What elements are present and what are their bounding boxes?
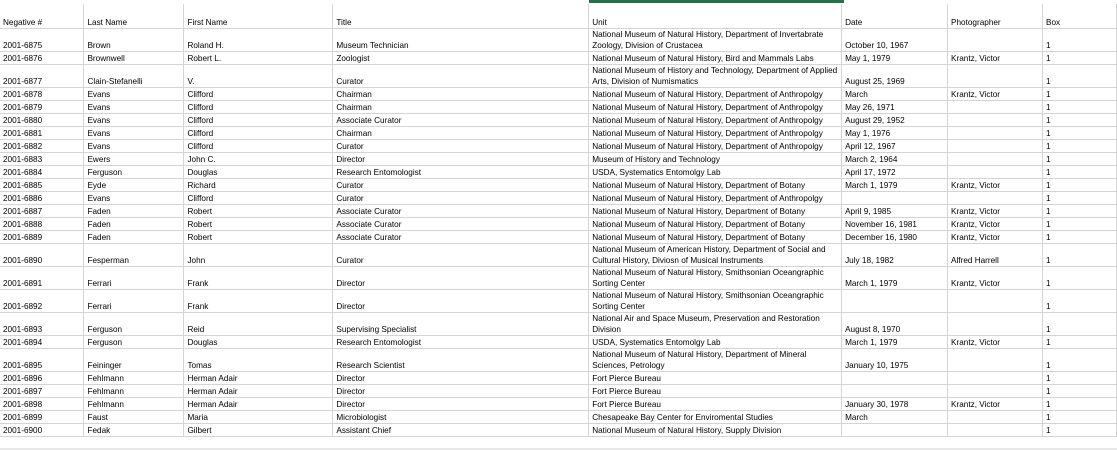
table-row	[0, 52, 1117, 65]
negative-cell[interactable]: 2001-6889	[0, 231, 84, 244]
unit-cell[interactable]: Fort Pierce Bureau	[589, 385, 842, 398]
negative-cell[interactable]: 2001-6884	[0, 166, 84, 179]
box-cell[interactable]: 1	[1043, 267, 1117, 290]
unit-cell[interactable]: National Museum of Natural History, Department of Botany	[589, 205, 842, 218]
table-row	[0, 290, 1117, 313]
photographer-cell[interactable]	[948, 192, 1043, 205]
negative-cell[interactable]: 2001-6888	[0, 218, 84, 231]
date-cell[interactable]	[842, 424, 948, 437]
box-cell[interactable]: 1	[1043, 244, 1117, 267]
date-cell[interactable]: October 10, 1967	[842, 29, 948, 52]
date-cell[interactable]: August 8, 1970	[842, 313, 948, 336]
box-cell[interactable]: 1	[1043, 218, 1117, 231]
last-name-cell[interactable]: Fesperman	[84, 244, 184, 267]
unit-cell[interactable]: National Museum of Natural History, Department of Botany	[589, 179, 842, 192]
first-name-cell[interactable]: V.	[184, 65, 333, 88]
title-cell[interactable]: Associate Curator	[333, 114, 589, 127]
date-cell[interactable]: November 16, 1981	[842, 218, 948, 231]
table-row	[0, 336, 1117, 349]
photographer-cell[interactable]: Krantz, Victor	[948, 231, 1043, 244]
table-row	[0, 114, 1117, 127]
date-cell[interactable]: March 2, 1964	[842, 153, 948, 166]
box-cell[interactable]: 1	[1043, 140, 1117, 153]
table-row	[0, 29, 1117, 52]
date-cell[interactable]: March	[842, 411, 948, 424]
unit-cell[interactable]: National Museum of Natural History, Supply Division	[589, 424, 842, 437]
unit-cell[interactable]: National Museum of Natural History, Department of Anthropolgy	[589, 192, 842, 205]
box-cell[interactable]: 1	[1043, 231, 1117, 244]
negative-cell[interactable]: 2001-6883	[0, 153, 84, 166]
title-cell[interactable]: Curator	[333, 244, 589, 267]
first-name-cell[interactable]: Robert	[184, 205, 333, 218]
unit-cell[interactable]: USDA, Systematics Entomolgy Lab	[589, 336, 842, 349]
box-cell[interactable]: 1	[1043, 179, 1117, 192]
negative-cell[interactable]: 2001-6885	[0, 179, 84, 192]
last-name-cell[interactable]: Faden	[84, 231, 184, 244]
title-cell[interactable]: Museum Technician	[333, 29, 589, 52]
date-cell[interactable]	[842, 385, 948, 398]
header-cell-unit[interactable]: Unit	[589, 4, 842, 29]
unit-cell[interactable]: National Museum of Natural History, Department of Botany	[589, 231, 842, 244]
table-row	[0, 127, 1117, 140]
title-cell[interactable]: Curator	[333, 192, 589, 205]
date-cell[interactable]: July 18, 1982	[842, 244, 948, 267]
date-cell[interactable]: March	[842, 88, 948, 101]
title-cell[interactable]: Chairman	[333, 101, 589, 114]
unit-cell[interactable]: National Museum of Natural History, Bird and Mammals Labs	[589, 52, 842, 65]
negative-cell[interactable]: 2001-6886	[0, 192, 84, 205]
unit-cell[interactable]: National Air and Space Museum, Preservation and Restoration Division	[589, 313, 842, 336]
box-cell[interactable]: 1	[1043, 192, 1117, 205]
last-name-cell[interactable]: Ferrari	[84, 267, 184, 290]
negative-cell[interactable]: 2001-6887	[0, 205, 84, 218]
last-name-cell[interactable]: Brown	[84, 29, 184, 52]
table-row	[0, 398, 1117, 411]
date-cell[interactable]: May 26, 1971	[842, 101, 948, 114]
table-row	[0, 88, 1117, 101]
last-name-cell[interactable]: Evans	[84, 101, 184, 114]
unit-cell[interactable]: National Museum of History and Technology, Department of Applied Arts, Division of Numismatics	[589, 65, 842, 88]
header-cell-last-name[interactable]: Last Name	[84, 4, 184, 29]
header-row	[0, 4, 1117, 29]
box-cell[interactable]: 1	[1043, 411, 1117, 424]
first-name-cell[interactable]: Clifford	[184, 192, 333, 205]
title-cell[interactable]: Research Entomologist	[333, 336, 589, 349]
title-cell[interactable]: Director	[333, 385, 589, 398]
negative-cell[interactable]: 2001-6881	[0, 127, 84, 140]
title-cell[interactable]: Director	[333, 267, 589, 290]
first-name-cell[interactable]: Clifford	[184, 127, 333, 140]
header-cell-photographer[interactable]: Photographer	[948, 4, 1043, 29]
title-cell[interactable]: Chairman	[333, 127, 589, 140]
first-name-cell[interactable]: John	[184, 244, 333, 267]
first-name-cell[interactable]: Robert L.	[184, 52, 333, 65]
unit-cell[interactable]: National Museum of Natural History, Smithsonian Oceangraphic Sorting Center	[589, 267, 842, 290]
first-name-cell[interactable]: Douglas	[184, 166, 333, 179]
unit-cell[interactable]: National Museum of Natural History, Smithsonian Oceangraphic Sorting Center	[589, 290, 842, 313]
date-cell[interactable]: April 12, 1967	[842, 140, 948, 153]
photographer-cell[interactable]	[948, 166, 1043, 179]
box-cell[interactable]: 1	[1043, 101, 1117, 114]
unit-cell[interactable]: Museum of History and Technology	[589, 153, 842, 166]
first-name-cell[interactable]: Reid	[184, 313, 333, 336]
unit-cell[interactable]: Fort Pierce Bureau	[589, 372, 842, 385]
title-cell[interactable]: Director	[333, 372, 589, 385]
selected-column-indicator	[589, 0, 844, 3]
photographer-cell[interactable]	[948, 153, 1043, 166]
table-row	[0, 267, 1117, 290]
unit-cell[interactable]: National Museum of Natural History, Department of Anthropolgy	[589, 101, 842, 114]
first-name-cell[interactable]: Clifford	[184, 101, 333, 114]
first-name-cell[interactable]: Clifford	[184, 114, 333, 127]
first-name-cell[interactable]: Herman Adair	[184, 372, 333, 385]
table-row	[0, 166, 1117, 179]
unit-cell[interactable]: National Museum of American History, Department of Social and Cultural History, Diviosn of Musical Instruments	[589, 244, 842, 267]
header-cell-box[interactable]: Box	[1043, 4, 1117, 29]
unit-cell[interactable]: National Museum of Natural History, Department of Mineral Sciences, Petrology	[589, 349, 842, 372]
negative-cell[interactable]: 2001-6890	[0, 244, 84, 267]
negative-cell[interactable]: 2001-6894	[0, 336, 84, 349]
date-cell[interactable]: May 1, 1976	[842, 127, 948, 140]
title-cell[interactable]: Curator	[333, 65, 589, 88]
date-cell[interactable]	[842, 372, 948, 385]
date-cell[interactable]: December 16, 1980	[842, 231, 948, 244]
first-name-cell[interactable]: Douglas	[184, 336, 333, 349]
table-row	[0, 385, 1117, 398]
title-cell[interactable]: Research Entomologist	[333, 166, 589, 179]
box-cell[interactable]: 1	[1043, 290, 1117, 313]
negative-cell[interactable]: 2001-6896	[0, 372, 84, 385]
header-cell-date[interactable]: Date	[842, 4, 948, 29]
last-name-cell[interactable]: Evans	[84, 192, 184, 205]
last-name-cell[interactable]: Clain-Stefanelli	[84, 65, 184, 88]
photographer-cell[interactable]: Krantz, Victor	[948, 88, 1043, 101]
first-name-cell[interactable]: Clifford	[184, 140, 333, 153]
unit-cell[interactable]: National Museum of Natural History, Department of Anthropolgy	[589, 88, 842, 101]
date-cell[interactable]: January 30, 1978	[842, 398, 948, 411]
date-cell[interactable]: March 1, 1979	[842, 336, 948, 349]
table-row	[0, 231, 1117, 244]
title-cell[interactable]: Associate Curator	[333, 218, 589, 231]
negative-cell[interactable]: 2001-6892	[0, 290, 84, 313]
negative-cell[interactable]: 2001-6882	[0, 140, 84, 153]
table-row	[0, 179, 1117, 192]
unit-cell[interactable]: Chesapeake Bay Center for Enviromental Studies	[589, 411, 842, 424]
photographer-cell[interactable]	[948, 411, 1043, 424]
first-name-cell[interactable]: Robert	[184, 218, 333, 231]
title-cell[interactable]: Assistant Chief	[333, 424, 589, 437]
title-cell[interactable]: Director	[333, 398, 589, 411]
last-name-cell[interactable]: Brownwell	[84, 52, 184, 65]
negative-cell[interactable]: 2001-6893	[0, 313, 84, 336]
first-name-cell[interactable]: Maria	[184, 411, 333, 424]
photographer-cell[interactable]: Krantz, Victor	[948, 336, 1043, 349]
last-name-cell[interactable]: Evans	[84, 114, 184, 127]
first-name-cell[interactable]: Gilbert	[184, 424, 333, 437]
first-name-cell[interactable]: Frank	[184, 290, 333, 313]
last-name-cell[interactable]: Evans	[84, 127, 184, 140]
box-cell[interactable]: 1	[1043, 52, 1117, 65]
table-row	[0, 205, 1117, 218]
unit-cell[interactable]: National Museum of Natural History, Department of Invertabrate Zoology, Division of Crustacea	[589, 29, 842, 52]
photographer-cell[interactable]	[948, 349, 1043, 372]
box-cell[interactable]: 1	[1043, 424, 1117, 437]
date-cell[interactable]	[842, 192, 948, 205]
box-cell[interactable]: 1	[1043, 313, 1117, 336]
table-row	[0, 140, 1117, 153]
header-cell-negative[interactable]: Negative #	[0, 4, 84, 29]
last-name-cell[interactable]: Ferguson	[84, 166, 184, 179]
box-cell[interactable]: 1	[1043, 398, 1117, 411]
date-cell[interactable]: May 1, 1979	[842, 52, 948, 65]
title-cell[interactable]: Supervising Specialist	[333, 313, 589, 336]
negative-cell[interactable]: 2001-6891	[0, 267, 84, 290]
photographer-cell[interactable]	[948, 424, 1043, 437]
photographer-cell[interactable]	[948, 140, 1043, 153]
table-row	[0, 424, 1117, 437]
box-cell[interactable]: 1	[1043, 29, 1117, 52]
negative-cell[interactable]: 2001-6898	[0, 398, 84, 411]
date-cell[interactable]: March 1, 1979	[842, 179, 948, 192]
negative-cell[interactable]: 2001-6900	[0, 424, 84, 437]
title-cell[interactable]: Microbiologist	[333, 411, 589, 424]
photographer-cell[interactable]	[948, 65, 1043, 88]
title-cell[interactable]: Curator	[333, 140, 589, 153]
box-cell[interactable]: 1	[1043, 127, 1117, 140]
negative-cell[interactable]: 2001-6897	[0, 385, 84, 398]
header-cell-first-name[interactable]: First Name	[184, 4, 333, 29]
last-name-cell[interactable]: Eyde	[84, 179, 184, 192]
title-cell[interactable]: Curator	[333, 179, 589, 192]
negative-cell[interactable]: 2001-6899	[0, 411, 84, 424]
photographer-cell[interactable]: Krantz, Victor	[948, 205, 1043, 218]
negative-cell[interactable]: 2001-6878	[0, 88, 84, 101]
first-name-cell[interactable]: Tomas	[184, 349, 333, 372]
last-name-cell[interactable]: Fehlmann	[84, 385, 184, 398]
table-row	[0, 372, 1117, 385]
unit-cell[interactable]: Fort Pierce Bureau	[589, 398, 842, 411]
photographer-cell[interactable]	[948, 313, 1043, 336]
unit-cell[interactable]: National Museum of Natural History, Department of Anthropolgy	[589, 114, 842, 127]
photographer-cell[interactable]: Krantz, Victor	[948, 52, 1043, 65]
photographer-cell[interactable]	[948, 29, 1043, 52]
photographer-cell[interactable]: Krantz, Victor	[948, 179, 1043, 192]
last-name-cell[interactable]: Ferguson	[84, 336, 184, 349]
title-cell[interactable]: Director	[333, 153, 589, 166]
table-row	[0, 218, 1117, 231]
last-name-cell[interactable]: Evans	[84, 140, 184, 153]
photographer-cell[interactable]	[948, 101, 1043, 114]
unit-cell[interactable]: National Museum of Natural History, Department of Anthropolgy	[589, 140, 842, 153]
title-cell[interactable]: Research Scientist	[333, 349, 589, 372]
title-cell[interactable]: Associate Curator	[333, 231, 589, 244]
title-cell[interactable]: Zoologist	[333, 52, 589, 65]
first-name-cell[interactable]: John C.	[184, 153, 333, 166]
box-cell[interactable]: 1	[1043, 372, 1117, 385]
photographer-cell[interactable]	[948, 114, 1043, 127]
last-name-cell[interactable]: Fedak	[84, 424, 184, 437]
first-name-cell[interactable]: Robert	[184, 231, 333, 244]
negative-cell[interactable]: 2001-6880	[0, 114, 84, 127]
last-name-cell[interactable]: Fehlmann	[84, 372, 184, 385]
date-cell[interactable]: August 25, 1969	[842, 65, 948, 88]
box-cell[interactable]: 1	[1043, 65, 1117, 88]
photographer-cell[interactable]	[948, 290, 1043, 313]
table-row	[0, 349, 1117, 372]
first-name-cell[interactable]: Clifford	[184, 88, 333, 101]
box-cell[interactable]: 1	[1043, 349, 1117, 372]
unit-cell[interactable]: National Museum of Natural History, Department of Botany	[589, 218, 842, 231]
box-cell[interactable]: 1	[1043, 153, 1117, 166]
box-cell[interactable]: 1	[1043, 336, 1117, 349]
negative-cell[interactable]: 2001-6877	[0, 65, 84, 88]
negative-cell[interactable]: 2001-6879	[0, 101, 84, 114]
date-cell[interactable]	[842, 290, 948, 313]
last-name-cell[interactable]: Ewers	[84, 153, 184, 166]
table-row	[0, 153, 1117, 166]
first-name-cell[interactable]: Herman Adair	[184, 398, 333, 411]
photographer-cell[interactable]	[948, 127, 1043, 140]
title-cell[interactable]: Associate Curator	[333, 205, 589, 218]
photographer-cell[interactable]: Krantz, Victor	[948, 218, 1043, 231]
last-name-cell[interactable]: Ferguson	[84, 313, 184, 336]
photographer-cell[interactable]	[948, 372, 1043, 385]
last-name-cell[interactable]: Faust	[84, 411, 184, 424]
first-name-cell[interactable]: Frank	[184, 267, 333, 290]
last-name-cell[interactable]: Feininger	[84, 349, 184, 372]
last-name-cell[interactable]: Faden	[84, 218, 184, 231]
table-row	[0, 192, 1117, 205]
date-cell[interactable]: April 17, 1972	[842, 166, 948, 179]
title-cell[interactable]: Chairman	[333, 88, 589, 101]
title-cell[interactable]: Director	[333, 290, 589, 313]
box-cell[interactable]: 1	[1043, 205, 1117, 218]
date-cell[interactable]: August 29, 1952	[842, 114, 948, 127]
box-cell[interactable]: 1	[1043, 166, 1117, 179]
data-table	[0, 4, 1117, 437]
photographer-cell[interactable]: Krantz, Victor	[948, 267, 1043, 290]
last-name-cell[interactable]: Evans	[84, 88, 184, 101]
table-row	[0, 411, 1117, 424]
date-cell[interactable]: January 10, 1975	[842, 349, 948, 372]
last-name-cell[interactable]: Faden	[84, 205, 184, 218]
box-cell[interactable]: 1	[1043, 385, 1117, 398]
negative-cell[interactable]: 2001-6875	[0, 29, 84, 52]
photographer-cell[interactable]: Alfred Harrell	[948, 244, 1043, 267]
first-name-cell[interactable]: Herman Adair	[184, 385, 333, 398]
table-row	[0, 244, 1117, 267]
header-cell-title[interactable]: Title	[333, 4, 589, 29]
table-row	[0, 101, 1117, 114]
first-name-cell[interactable]: Roland H.	[184, 29, 333, 52]
unit-cell[interactable]: USDA, Systematics Entomolgy Lab	[589, 166, 842, 179]
sheet-top-edge	[0, 0, 1117, 3]
photographer-cell[interactable]: Krantz, Victor	[948, 398, 1043, 411]
box-cell[interactable]: 1	[1043, 88, 1117, 101]
negative-cell[interactable]: 2001-6876	[0, 52, 84, 65]
unit-cell[interactable]: National Museum of Natural History, Department of Anthropolgy	[589, 127, 842, 140]
box-cell[interactable]: 1	[1043, 114, 1117, 127]
table-row	[0, 313, 1117, 336]
table-row	[0, 65, 1117, 88]
photographer-cell[interactable]	[948, 385, 1043, 398]
first-name-cell[interactable]: Richard	[184, 179, 333, 192]
last-name-cell[interactable]: Fehlmann	[84, 398, 184, 411]
negative-cell[interactable]: 2001-6895	[0, 349, 84, 372]
date-cell[interactable]: March 1, 1979	[842, 267, 948, 290]
date-cell[interactable]: April 9, 1985	[842, 205, 948, 218]
last-name-cell[interactable]: Ferrari	[84, 290, 184, 313]
